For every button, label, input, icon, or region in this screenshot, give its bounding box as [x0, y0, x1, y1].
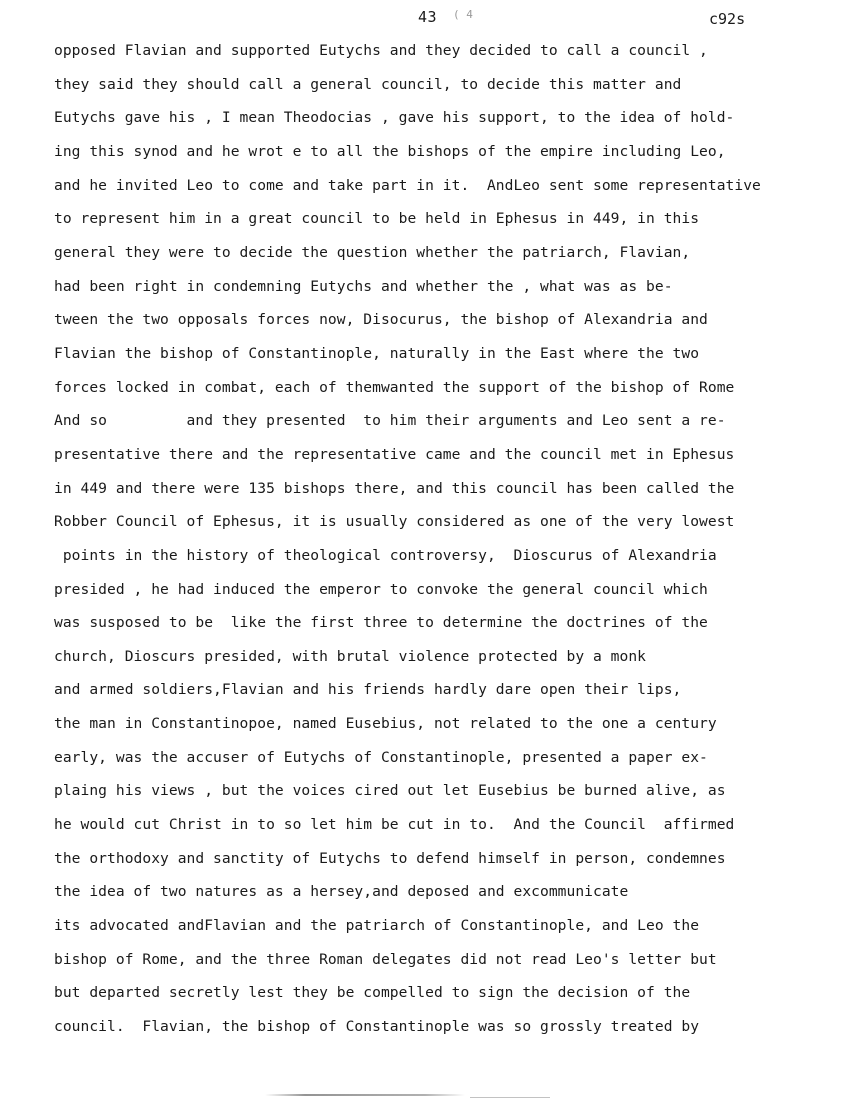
- text-line: they said they should call a general council, to decide this matter and: [54, 76, 682, 93]
- scan-artifact: [470, 1097, 550, 1098]
- page-mark: ( 4: [453, 8, 473, 21]
- scan-artifact: [265, 1094, 465, 1096]
- text-line: church, Dioscurs presided, with brutal violence protected by a monk: [54, 648, 647, 665]
- text-line: had been right in condemning Eutychs and whether the , what was as be-: [54, 278, 673, 295]
- text-line: tween the two opposals forces now, Disocurus, the bishop of Alexandria and: [54, 311, 708, 328]
- text-line: plaing his views , but the voices cired out let Eusebius be burned alive, as: [54, 782, 726, 799]
- page-number: 43: [418, 8, 438, 26]
- text-line: but departed secretly lest they be compelled to sign the decision of the: [54, 984, 691, 1001]
- text-line: presided , he had induced the emperor to convoke the general council which: [54, 581, 708, 598]
- text-line: Eutychs gave his , I mean Theodocias , gave his support, to the idea of hold-: [54, 109, 735, 126]
- text-line: its advocated andFlavian and the patriarch of Constantinople, and Leo the: [54, 917, 700, 934]
- text-line: general they were to decide the question whether the patriarch, Flavian,: [54, 244, 691, 261]
- text-line: to represent him in a great council to be held in Ephesus in 449, in this: [54, 210, 700, 227]
- text-line: and he invited Leo to come and take part in it. AndLeo sent some representative: [54, 177, 761, 194]
- text-line: forces locked in combat, each of themwanted the support of the bishop of Rome: [54, 379, 735, 396]
- text-line: And so and they presented to him their arguments and Leo sent a re-: [54, 412, 726, 429]
- text-line: early, was the accuser of Eutychs of Constantinople, presented a paper ex-: [54, 749, 708, 766]
- text-line: bishop of Rome, and the three Roman delegates did not read Leo's letter but: [54, 951, 717, 968]
- text-line: Flavian the bishop of Constantinople, naturally in the East where the two: [54, 345, 700, 362]
- text-line: ing this synod and he wrot e to all the bishops of the empire including Leo,: [54, 143, 726, 160]
- text-line: Robber Council of Ephesus, it is usually considered as one of the very lowest: [54, 513, 735, 530]
- text-line: points in the history of theological controversy, Dioscurus of Alexandria: [54, 547, 717, 564]
- text-line: council. Flavian, the bishop of Constantinople was so grossly treated by: [54, 1018, 700, 1035]
- text-line: was susposed to be like the first three to determine the doctrines of the: [54, 614, 708, 631]
- text-line: and armed soldiers,Flavian and his friends hardly dare open their lips,: [54, 681, 682, 698]
- text-line: in 449 and there were 135 bishops there, and this council has been called the: [54, 480, 735, 497]
- document-code: c92s: [709, 10, 746, 28]
- text-line: presentative there and the representative came and the council met in Ephesus: [54, 446, 735, 463]
- text-line: the idea of two natures as a hersey,and deposed and excommunicate: [54, 883, 629, 900]
- text-line: he would cut Christ in to so let him be cut in to. And the Council affirmed: [54, 816, 735, 833]
- text-line: the orthodoxy and sanctity of Eutychs to defend himself in person, condemnes: [54, 850, 726, 867]
- text-line: opposed Flavian and supported Eutychs and they decided to call a council ,: [54, 42, 708, 59]
- text-line: the man in Constantinopoe, named Eusebius, not related to the one a century: [54, 715, 717, 732]
